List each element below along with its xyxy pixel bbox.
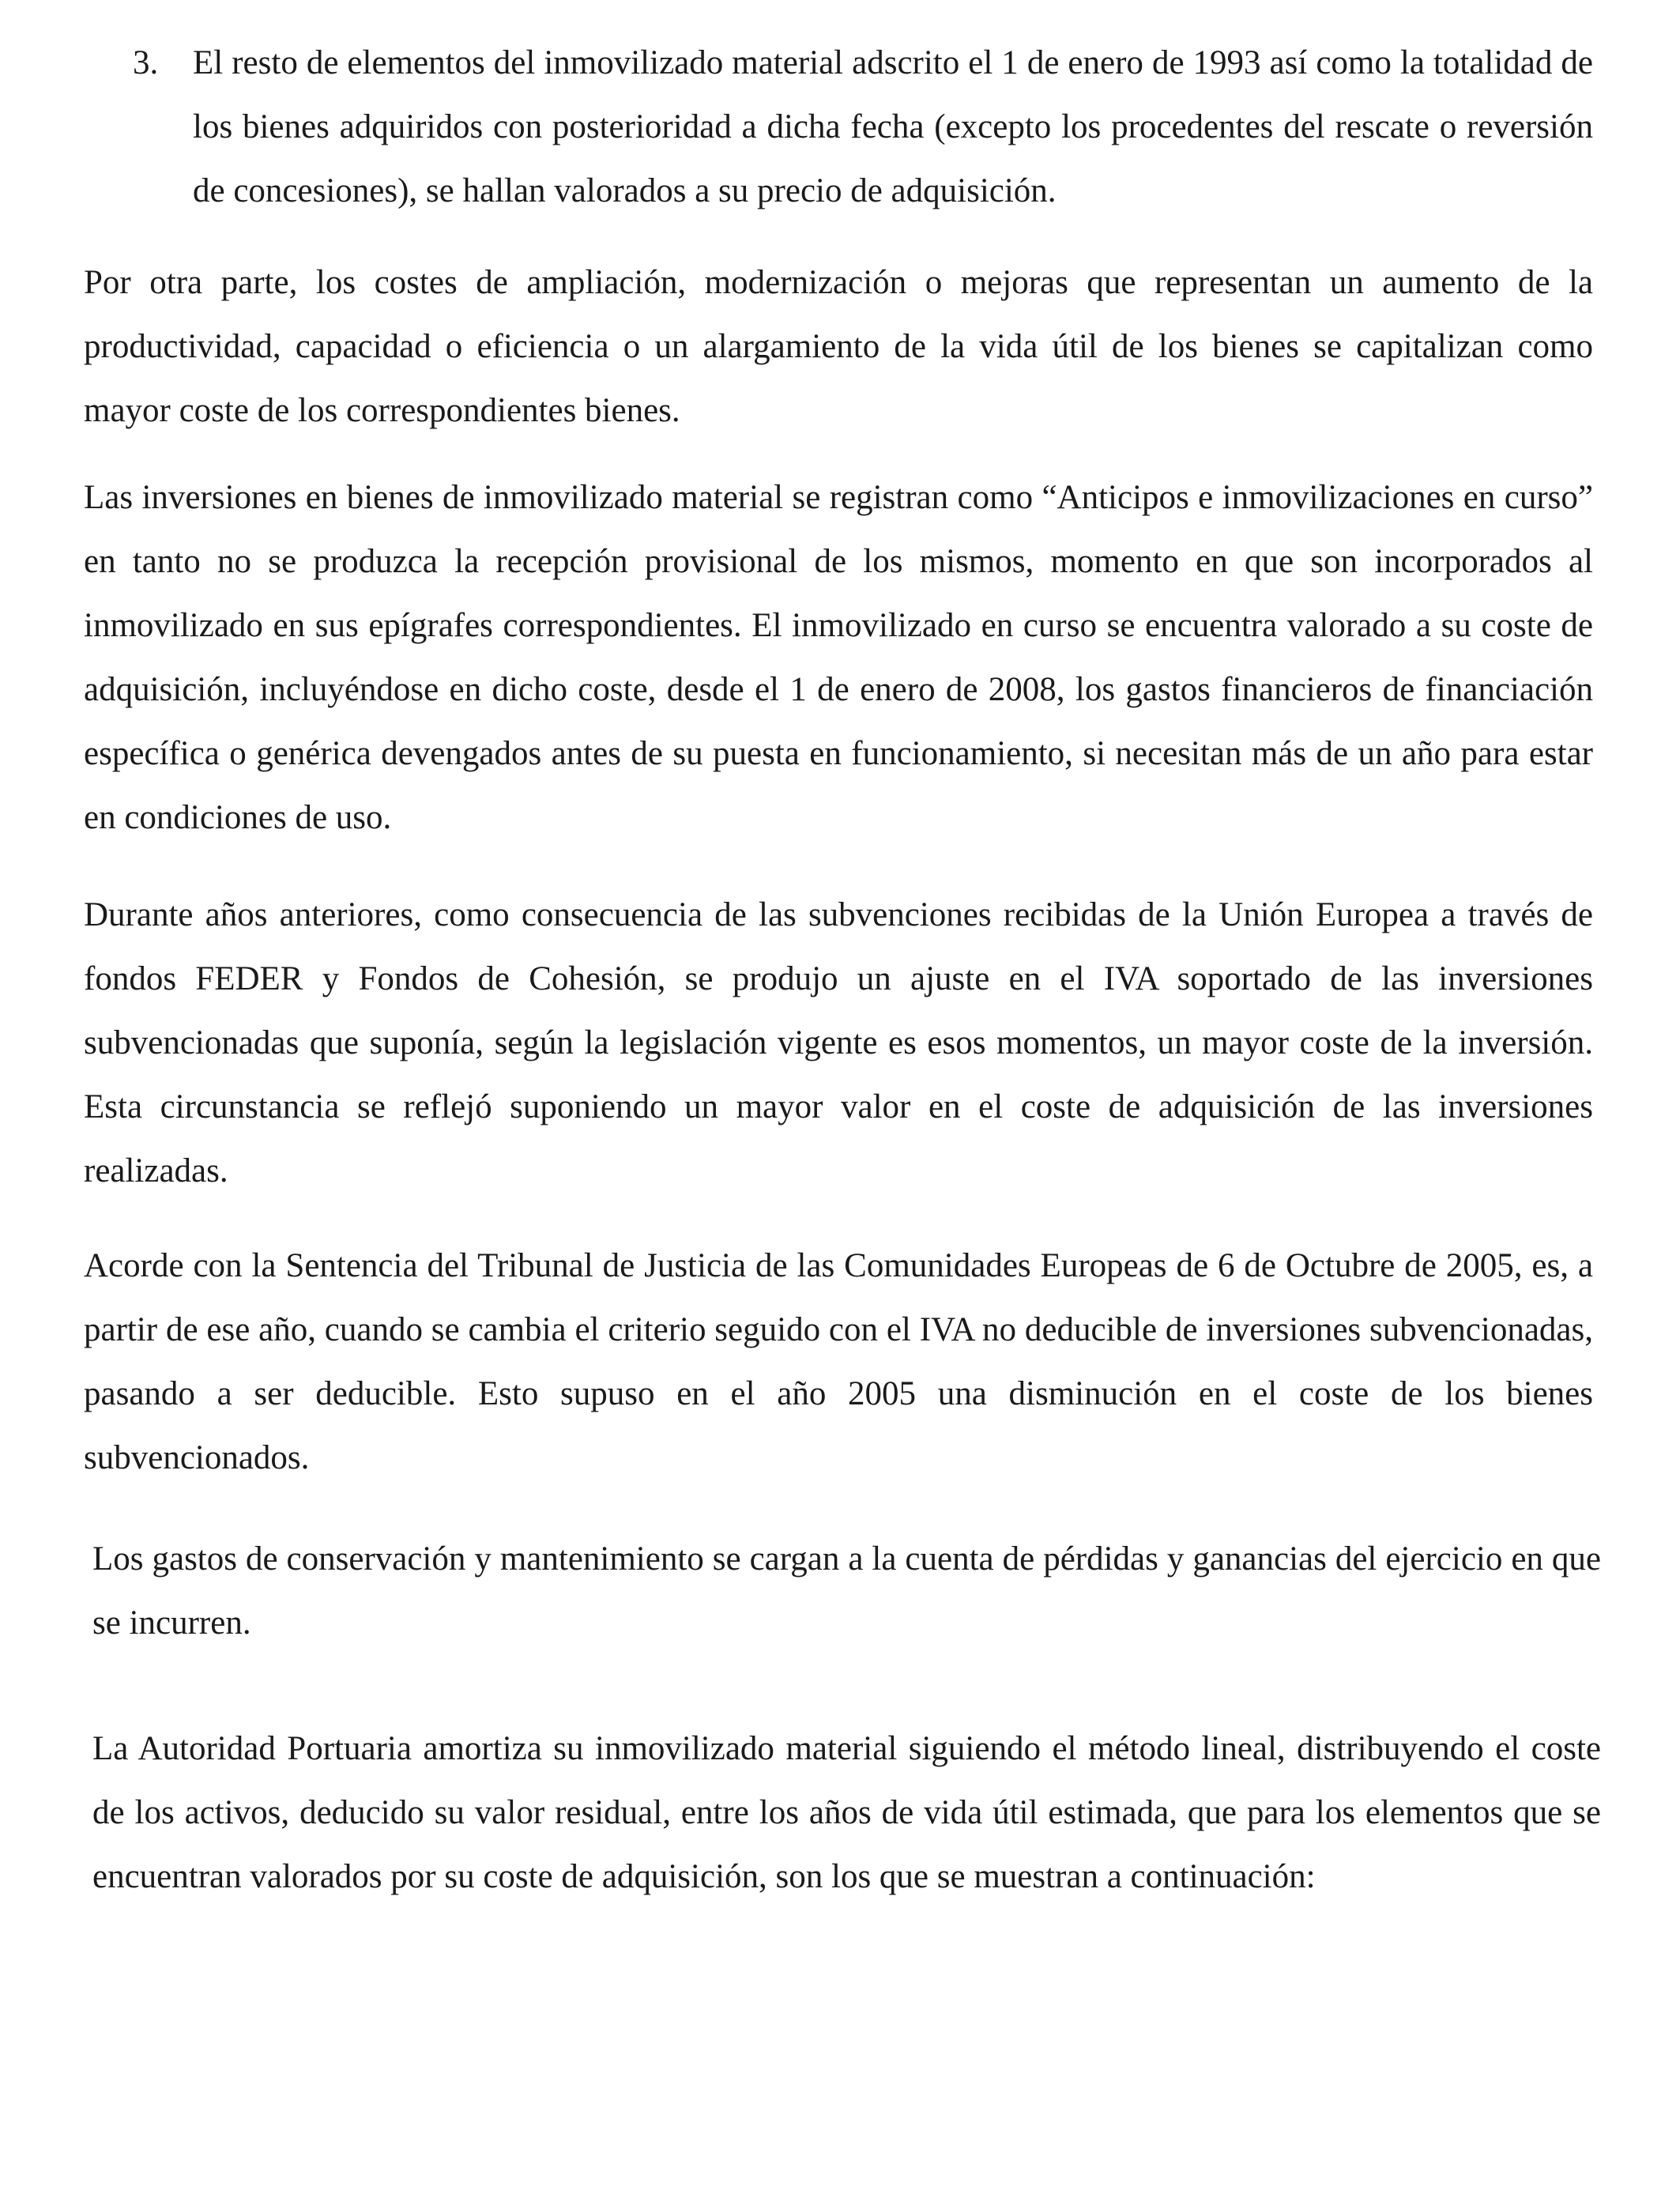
list-item-text: El resto de elementos del inmovilizado material adscrito el 1 de enero de 1993 así como la totalidad de los bienes adquiridos con posterioridad a dicha fecha (excepto los procedentes del rescate o reversión de concesiones), se hallan valorados a su precio de adquisición.	[193, 44, 1593, 209]
paragraph-depreciation-method: La Autoridad Portuaria amortiza su inmovilizado material siguiendo el método lineal, distribuyendo el coste de los activos, deducido su valor residual, entre los años de vida útil estimada, que para los elementos que se encuentran valorados por su coste de adquisición, son los que se muestran a continuación:	[92, 1730, 1601, 1895]
paragraph-assets-in-progress: Las inversiones en bienes de inmovilizado material se registran como “Anticipos e inmovilizaciones en curso” en tanto no se produzca la recepción provisional de los mismos, momento en que son incorporados al inmovilizado en sus epígrafes correspondientes. El inmovilizado en curso se encuentra valorado a su coste de adquisición, incluyéndose en dicho coste, desde el 1 de enero de 2008, los gastos financieros de financiación específica o genérica devengados antes de su puesta en funcionamiento, si necesitan más de un año para estar en condiciones de uso.	[84, 479, 1593, 836]
list-item-number: 3.	[133, 44, 159, 81]
paragraph-court-ruling: Acorde con la Sentencia del Tribunal de Justicia de las Comunidades Europeas de 6 de Octubre de 2005, es, a partir de ese año, cuando se cambia el criterio seguido con el IVA no deducible de inversiones subvencionadas, pasando a ser deducible. Esto supuso en el año 2005 una disminución en el coste de los bienes subvencionados.	[84, 1247, 1593, 1476]
paragraph-vat-adjustment: Durante años anteriores, como consecuencia de las subvenciones recibidas de la Unión Europea a través de fondos FEDER y Fondos de Cohesión, se produjo un ajuste en el IVA soportado de las inversiones subvencionadas que suponía, según la legislación vigente es esos momentos, un mayor coste de la inversión. Esta circunstancia se reflejó suponiendo un mayor valor en el coste de adquisición de las inversiones realizadas.	[84, 896, 1593, 1189]
paragraph-maintenance-costs: Los gastos de conservación y mantenimiento se cargan a la cuenta de pérdidas y ganancias del ejercicio en que se incurren.	[92, 1540, 1601, 1642]
paragraph-capitalized-costs: Por otra parte, los costes de ampliación, modernización o mejoras que representan un aumento de la productividad, capacidad o eficiencia o un alargamiento de la vida útil de los bienes se capitalizan como mayor coste de los correspondientes bienes.	[84, 264, 1593, 429]
